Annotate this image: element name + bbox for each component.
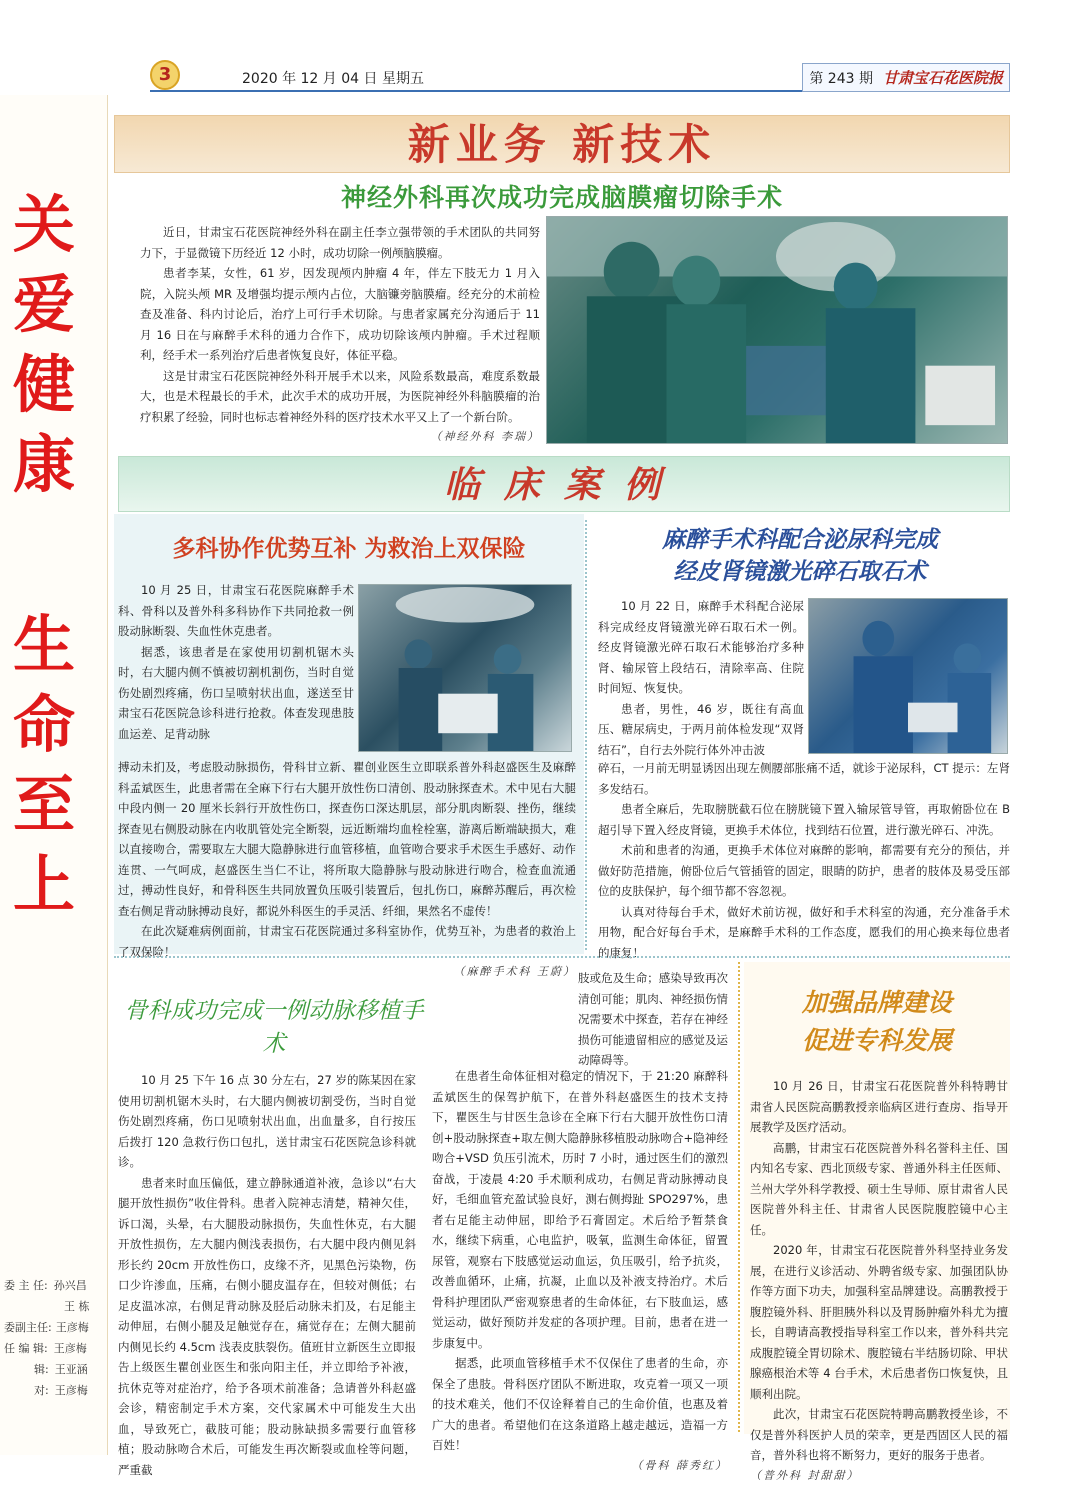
- page-number-badge: 3: [150, 60, 180, 90]
- byline: （神经外科 李瑞）: [430, 430, 540, 443]
- article-body: [598, 596, 804, 760]
- paragraph: 2020 年，甘肃宝石花医院普外科坚持业务发展，在进行义诊活动、外聘省级专家、加强团队协作等方面下功夫，加强科室品牌建设。高鹏教授于腹腔镜外科、肝胆胰外科以及胃肠肿瘤外科尤为擅长，自聘请高教授指导科室工作以来，普外科共完成腹腔镜全胃切除术、腹腔镜右半结肠切除、甲状腺癌根治术等 4 台手术，术后患者伤口恢复快，且顺利出院。: [750, 1243, 1008, 1401]
- slogan-char: 关: [12, 188, 75, 261]
- article-body: [118, 580, 354, 744]
- surgery-photo: [358, 584, 572, 752]
- article-body: [598, 758, 1010, 984]
- staff-row: 王 栋: [64, 1300, 90, 1313]
- staff-row: 任 编 辑: 王彦梅: [4, 1342, 87, 1355]
- article-body: [140, 222, 540, 448]
- paragraph: 患者全麻后，先取膀胱截石位在膀胱镜下置入输尿管导管，再取俯卧位在 B 超引导下置入经皮肾镜，更换手术体位，找到结石位置，进行激光碎石、冲洗。: [598, 802, 1010, 837]
- slogan-char: 命: [12, 688, 75, 761]
- editorial-staff: [4, 1275, 104, 1401]
- article-body: [118, 757, 576, 983]
- slogan-char: 至: [12, 768, 75, 841]
- paragraph: 认真对待每台手术，做好术前访视，做好和手术科室的沟通，充分准备手术用物，配合好每台手术，是麻醉手术科的工作态度，愿我们的用心换来每位患者的康复！: [598, 904, 1010, 960]
- slogan-char: 健: [12, 348, 75, 421]
- paragraph: 10 月 22 日，麻醉手术科配合泌尿科完成经皮肾镜激光碎石取石术一例。经皮肾镜激光碎石取石术能够治疗多种肾、输尿管上段结石，清除率高、住院时间短、恢复快。: [598, 599, 804, 695]
- section-banner-new-tech: 新业务 新技术: [114, 115, 1010, 173]
- slogan-char: 爱: [12, 268, 75, 341]
- paragraph: 10 月 25 下午 16 点 30 分左右，27 岁的陈某因在家使用切割机锯木头时，右大腿内侧被切割受伤，当时自觉伤处剧烈疼痛，伤口见喷射状出血，出血量多，自行按压后拨打 120 急救行伤口包扎，送甘肃宝石花医院急诊科就诊。: [118, 1073, 416, 1169]
- section-divider: [114, 956, 1010, 958]
- paragraph: 近日，甘肃宝石花医院神经外科在副主任李立强带领的手术团队的共同努力下，于显微镜下历经近 12 小时，成功切除一例颅脑膜瘤。: [140, 225, 540, 260]
- paragraph: 据悉，此项血管移植手术不仅保住了患者的生命，亦保全了患肢。骨科医疗团队不断进取，攻克着一项又一项的技术难关，他们不仅诠释着自己的生命价值，也惠及着广大的患者。希望他们在这条道路上越走越远，造福一方百姓！: [432, 1356, 728, 1452]
- paragraph: 患者来时血压偏低，建立静脉通道补液，急诊以“右大腿开放性损伤”收住骨科。患者入院神志清楚，精神欠佳，诉口渴，头晕，右大腿股动脉损伤，失血性休克，右大腿开放性损伤，左大腿内侧浅表损伤，右大腿中段内侧见斜形长约 20cm 开放性伤口，皮缘不齐，见黑色污染物，伤口少许渗血，压痛，右侧小腿皮温存在，但较对侧低；右足皮温冰凉，右侧足背动脉及胫后动脉未扪及，右足能主动伸屈，右侧小腿及足触觉存在，痛觉存在；左侧大腿前内侧见长约 4.5cm 浅表皮肤裂伤。值班甘立新医生立即报告上级医生瞿创业医生和张向阳主任，并立即给予补液，抗休克等对症治疗，给予各项术前准备；急请普外科赵盛会诊，精密制定手术方案，交代家属术中可能发生大出血，导致死亡，截肢可能；股动脉缺损多需要行血管移植；股动脉吻合术后，可能发生再次断裂或血栓等问题，严重截: [118, 1175, 416, 1477]
- paragraph: 患者李某，女性，61 岁，因发现颅内肿瘤 4 年，伴左下肢无力 1 月入院，入院头颅 MR 及增强均提示颅内占位，大脑镰旁脑膜瘤。经充分的术前检查及准备、科内讨论后，治疗上可行手术切除。与患者家属充分沟通后于 11 月 16 日在与麻醉手术科的通力合作下，成功切除该颅内肿瘤。手术过程顺利，经手术一系列治疗后患者恢复良好，体征平稳。: [140, 266, 540, 362]
- issue-date: 2020 年 12 月 04 日 星期五: [242, 71, 424, 87]
- article-title: 神经外科再次成功完成脑膜瘤切除手术: [340, 183, 783, 212]
- slogan-char: 上: [12, 848, 75, 921]
- paragraph: 患者，男性，46 岁，既往有高血压、糖尿病史，于两月前体检发现“双肾结石”，自行去外院行体外冲击波: [598, 701, 804, 757]
- article-body: [750, 1076, 1008, 1486]
- issue-number: 第 243 期: [809, 71, 873, 87]
- article-title: 加强品牌建设 促进专科发展: [801, 988, 952, 1055]
- byline: （骨科 薛秀红）: [631, 1458, 728, 1472]
- article-body: [432, 1066, 728, 1476]
- staff-row: 委副主任: 王彦梅: [4, 1321, 89, 1334]
- paragraph: 在患者生命体征相对稳定的情况下，于 21:20 麻醉科孟斌医生的保驾护航下，在普外科赵盛医生的技术支持下，瞿医生与甘医生急诊在全麻下行右大腿开放性伤口清创+股动脉探查+取左侧大隐静脉移植股动脉吻合+隐神经吻合+VSD 负压引流术，历时 7 小时，通过医生们的激烈奋战，于凌晨 4:20 手术顺利成功，右侧足背动脉搏动良好，毛细血管充盈试验良好，测右侧拇趾 SPO297%，患者右足能主动伸屈，即给予石膏固定。术后给予暂禁食水，继续下病重，心电监护，吸氧，监测生命体征，留置尿管，观察右下肢感觉运动血运，负压吸引，给予抗炎，改善血循环，止痛，抗凝，止血以及补液支持治疗。术后骨科护理团队严密观察患者的生命体征，右下肢血运，感觉运动，做好预防并发症的各项护理。目前，患者在进一步康复中。: [432, 1069, 728, 1350]
- staff-row: 辑: 王亚涵: [34, 1363, 88, 1376]
- article-body: [118, 1070, 416, 1480]
- slogan-char: 康: [12, 428, 75, 501]
- paragraph: 此次，甘肃宝石花医院特聘高鹏教授坐诊，不仅是普外科医护人员的荣幸，更是西固区人民的福音，普外科也将不断努力，更好的服务于患者。: [750, 1407, 1008, 1462]
- paragraph: 肢或危及生命；感染导致再次清创可能；肌肉、神经损伤情况需要术中探查，若存在神经损伤可能遗留相应的感觉及运动障碍等。: [578, 971, 728, 1067]
- article-title: 骨科成功完成一例动脉移植手术: [124, 998, 424, 1057]
- column-divider: [738, 962, 740, 1432]
- article-title: 多科协作优势互补 为救治上双保险: [172, 536, 526, 562]
- section-banner-clinical-cases: 临床案例: [118, 456, 1010, 512]
- page-header: [150, 58, 1010, 92]
- slogan-char: 生: [12, 608, 75, 681]
- issue-box: [802, 63, 1010, 92]
- vertical-slogan: [8, 185, 80, 925]
- surgery-photo: [808, 598, 1008, 754]
- paper-name: 甘肃宝石花医院报: [882, 69, 1003, 87]
- paragraph: 术前和患者的沟通，更换手术体位对麻醉的影响，都需要有充分的预估，并做好防范措施，俯卧位后气管插管的固定，眼睛的防护，患者的肢体及易受压部位的皮肤保护，每个细节都不容忽视。: [598, 843, 1010, 898]
- article-body: [578, 968, 728, 1071]
- paragraph: 碎石，一月前无明显诱因出现左侧腰部胀痛不适，就诊于泌尿科，CT 提示：左肾多发结石。: [598, 761, 1010, 796]
- staff-row: 对: 王彦梅: [34, 1384, 88, 1397]
- paragraph: 在此次疑难病例面前，甘肃宝石花医院通过多科室协作，优势互补，为患者的救治上了双保险！: [118, 924, 576, 959]
- column-divider: [585, 520, 587, 950]
- paragraph: 高鹏，甘肃宝石花医院普外科名誉科主任、国内知名专家、西北顶级专家、普通外科主任医师、兰州大学外科学教授、硕士生导师、原甘肃省人民医院普外科主任、甘肃省人民医院腹腔镜中心主任。: [750, 1140, 1008, 1237]
- surgery-photo: [546, 216, 1008, 444]
- paragraph: 据悉，该患者是在家使用切割机锯木头时，右大腿内侧不慎被切割机割伤，当时自觉伤处剧烈疼痛，伤口呈喷射状出血，遂送至甘肃宝石花医院急诊科进行抢救。体查发现患肢血运差、足背动脉: [118, 644, 354, 741]
- byline: （普外科 封甜甜）: [750, 1468, 860, 1482]
- paragraph: 10 月 25 日，甘肃宝石花医院麻醉手术科、骨科以及普外科多科协作下共同抢救一例股动脉断裂、失血性休克患者。: [118, 583, 354, 638]
- paragraph: 搏动未扪及，考虑股动脉损伤，骨科甘立新、瞿创业医生立即联系普外科赵盛医生及麻醉科孟斌医生，此患者需在全麻下行右大腿开放性伤口清创、股动脉探查术。术中见右大腿中段内侧一 20 厘米长斜行开放性伤口，探查伤口深达肌层，部分肌肉断裂、挫伤，继续探查见右侧股动脉在内收肌管处完全断裂，远近断端均血栓栓塞，游离后断端缺损大，难以直接吻合，需要取左大腿大隐静脉进行血管移植，血管吻合要求手术医生手感好、动作连贯、一气呵成，赵盛医生当仁不让，将所取大隐静脉与股动脉进行吻合，检查血流通过，搏动性良好，和骨科医生共同放置负压吸引装置后，包扎伤口，麻醉苏醒后，再次检查右侧足背动脉搏动良好，都说外科医生的手灵活、纤细，果然名不虚传！: [118, 760, 576, 918]
- paragraph: 这是甘肃宝石花医院神经外科开展手术以来，风险系数最高，难度系数最大，也是术程最长的手术，此次手术的成功开展，为医院神经外科脑膜瘤的治疗积累了经验，同时也标志着神经外科的医疗技术水平又上了一个新台阶。: [140, 368, 540, 424]
- sidebar: [0, 95, 108, 1455]
- byline: （麻醉手术科 王蔚）: [453, 965, 576, 978]
- staff-row: 委 主 任: 孙兴昌: [4, 1279, 87, 1292]
- article-title: 麻醉手术科配合泌尿科完成 经皮肾镜激光碎石取石术: [662, 526, 938, 585]
- paragraph: 10 月 26 日，甘肃宝石花医院普外科特聘甘肃省人民医院高鹏教授亲临病区进行查房、指导开展教学及医疗活动。: [750, 1079, 1008, 1134]
